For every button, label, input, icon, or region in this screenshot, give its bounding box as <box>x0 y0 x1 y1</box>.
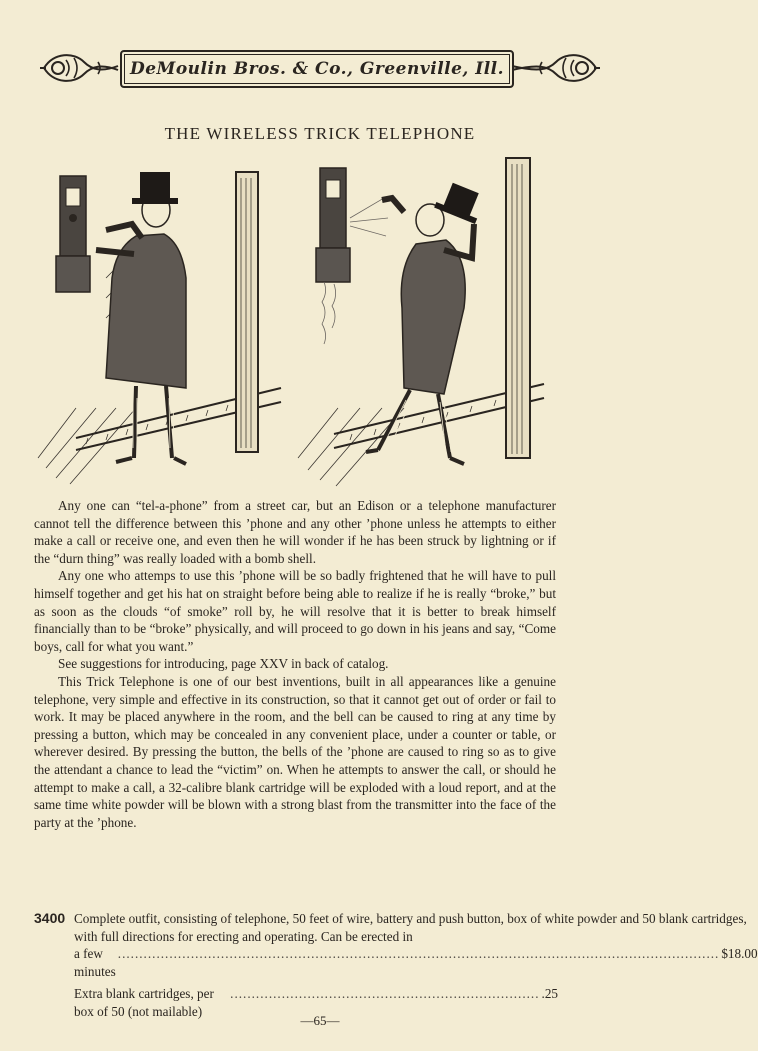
header-banner <box>40 46 600 90</box>
illustration-man-startled <box>294 158 600 488</box>
page-number: —65— <box>300 1013 340 1028</box>
item-price: $18.00 <box>721 946 758 962</box>
paragraph-description: This Trick Telephone is one of our best inventions, built in all appearances like a genuine telephone, very simple and effective in its construction, so that it cannot get out of order or fail to work. It may be placed anywhere in the room, and the bell can be caused to ring at any time by pressing a button, which may be concealed in any convenient place, under a counter or table, or wherever desired. By pressing the button, the bells of the ’phone are caused to ring so as to give the attendant a chance to lead the “victim” on. When he attempts to answer the call, or should he attempt to make a call, a 32-calibre blank cartridge will be exploded with a loud report, and at the same time white powder will be blown with a strong blast from the transmitter into the face of the party at the ’phone. <box>34 673 556 830</box>
item-number: 3400 <box>34 910 66 926</box>
article-body <box>34 497 556 831</box>
paragraph-suggestions: See suggestions for introducing, page XXV in back of catalog. <box>58 656 389 672</box>
catalog-item <box>34 910 758 980</box>
dot-leader: ............................................................................................................................................ <box>117 946 720 962</box>
item-description-end: a few minutes <box>74 946 116 979</box>
extra-item-price: .25 <box>541 986 558 1001</box>
page-title: THE WIRELESS TRICK TELEPHONE <box>164 124 476 143</box>
item-description: Complete outfit, consisting of telephone, 50 feet of wire, battery and push button, box of white powder and 50 blank cartridges, with full directions for erecting and operating. Can be erected in <box>74 911 747 944</box>
dot-leader: ........................................................................ <box>230 986 540 1001</box>
illustration-man-using-phone <box>36 158 286 488</box>
extra-item-description: Extra blank cartridges, per box of 50 (not mailable) <box>74 986 214 1019</box>
paragraph-frightened: Any one who attemps to use this ’phone will be so badly frightened that he will have to pull himself together and get his hat on straight before being able to realize if he is really “broke,” but as soon as the clouds “of smoke” roll by, he will resolve that it is better to break himself financially than to be “broke” physically, and will proceed to go down in his jeans and say, “Come boys, call for what you want.” <box>34 568 556 654</box>
paragraph-intro: Any one can “tel-a-phone” from a street car, but an Edison or a telephone manufacturer cannot tell the difference between this ’phone and any other ’phone unless he attempts to either make a call or receive one, and even then he will wonder if he has been struck by lightning or if the “durn thing” was really loaded with a bomb shell. <box>34 498 556 566</box>
banner-text: DeMoulin Bros. & Co., Greenville, Ill. <box>129 59 505 79</box>
banner-frame <box>120 50 514 88</box>
